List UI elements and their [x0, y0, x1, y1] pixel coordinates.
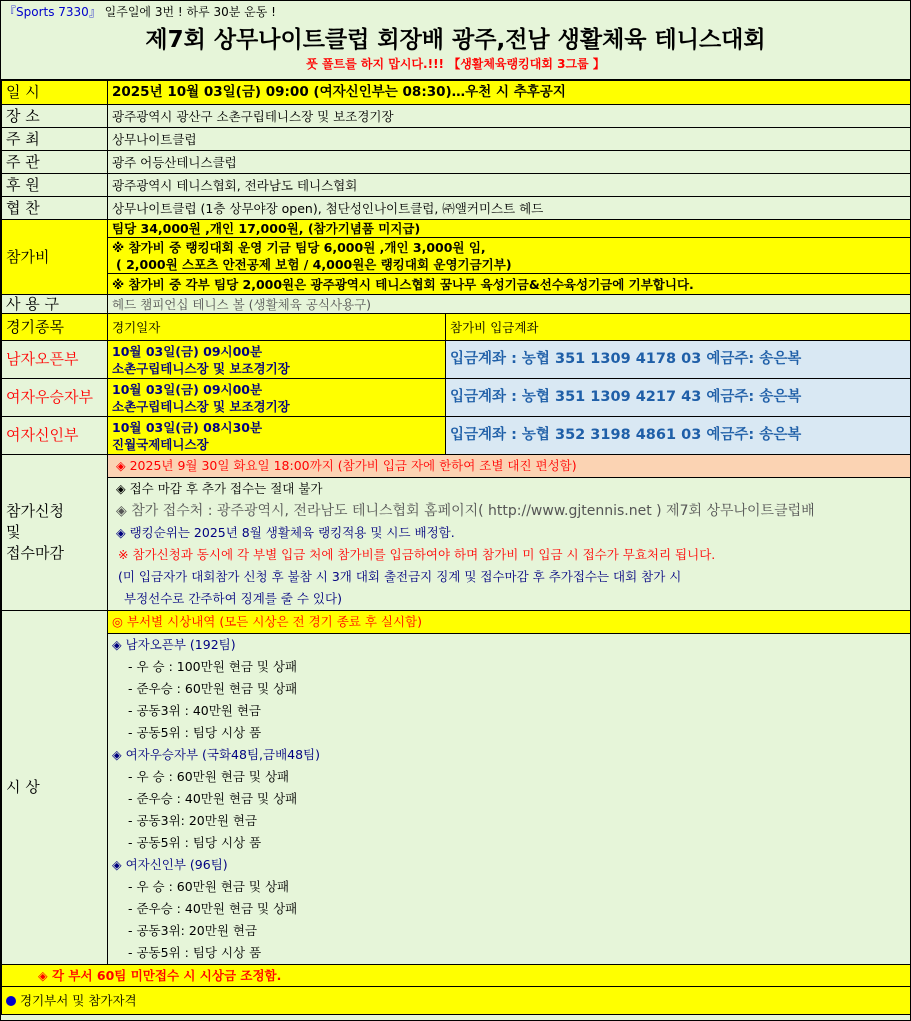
registration-label-3: 접수마감	[6, 544, 64, 562]
host-value: 상무나이트클럽	[108, 128, 911, 151]
page-title: 제7회 상무나이트클럽 회장배 광주,전남 생활체육 테니스대회	[145, 27, 766, 53]
organizer-value: 광주 어등산테니스클럽	[108, 151, 911, 174]
page-subtitle: 풋 폴트를 하지 맙시다.!!! 【생활체육랭킹대회 3그룹 】	[306, 57, 605, 71]
registration-deadline: ◈ 2025년 9월 30일 화요일 18:00까지 (참가비 입금 자에 한하여 조별 대진 편성함)	[108, 455, 910, 478]
registration-label-1: 참가신청	[6, 502, 64, 520]
prizes-label: 시 상	[2, 611, 108, 965]
sponsor-value: 상무나이트클럽 (1층 상무야장 open), 첨단성인나이트클럽, ㈜앨커미스트 헤드	[108, 197, 911, 220]
prize-item: - 우 승 : 60만원 현금 및 상패	[128, 879, 290, 894]
prize-item: - 공동3위: 20만원 현금	[128, 923, 258, 938]
event-venue: 소촌구립테니스장 및 보조경기장	[112, 360, 290, 376]
fee-label: 참가비	[2, 220, 108, 295]
registration-line-1: ◈ 접수 마감 후 추가 접수는 절대 불가	[116, 481, 323, 496]
prize-item: - 공동3위 : 40만원 현금	[128, 703, 261, 718]
event-venue: 진월국제테니스장	[112, 436, 209, 452]
prize-item: - 준우승 : 40만원 현금 및 상패	[128, 791, 298, 806]
registration-label-2: 및	[6, 523, 21, 541]
organizer-label: 주 관	[2, 151, 108, 174]
support-value: 광주광역시 테니스협회, 전라남도 테니스협회	[108, 174, 911, 197]
events-col-date: 경기일자	[108, 314, 446, 341]
prize-item: - 공동5위 : 팀당 시상 품	[128, 835, 262, 850]
fee-line-2-3	[108, 238, 911, 274]
table-row	[2, 417, 911, 455]
slogan	[4, 3, 276, 20]
event-date-cell	[108, 379, 446, 417]
prizes-content	[108, 611, 911, 965]
footer-note: ◈ 각 부서 60팀 미만접수 시 시상금 조정함.	[2, 965, 911, 987]
table-row	[2, 341, 911, 379]
event-date-cell	[108, 417, 446, 455]
registration-line-4: ※ 참가신청과 동시에 각 부별 입금 처에 참가비를 입금하여야 하며 참가비 미 입금 시 접수가 무효처리 됩니다.	[118, 547, 716, 562]
registration-line-3: ◈ 랭킹순위는 2025년 8월 생활체육 랭킹적용 및 시드 배정함.	[116, 525, 455, 540]
bullet-icon	[6, 996, 16, 1006]
event-account: 입금계좌 : 농협 352 3198 4861 03 예금주: 송은복	[446, 417, 911, 455]
footer-section	[2, 987, 911, 1015]
events-col-account: 참가비 입금계좌	[446, 314, 911, 341]
event-name: 여자우승자부	[2, 379, 108, 417]
place-label: 장 소	[2, 105, 108, 128]
slogan-text: 일주일에 3번 ! 하루 30분 운동 !	[104, 5, 276, 19]
place-value: 광주광역시 광산구 소촌구립테니스장 및 보조경기장	[108, 105, 911, 128]
prize-item: - 우 승 : 100만원 현금 및 상패	[128, 659, 298, 674]
registration-line-5: (미 입금자가 대회참가 신청 후 불참 시 3개 대회 출전금지 징계 및 접수마감 후 추가접수는 대회 참가 시	[118, 569, 682, 584]
info-table	[1, 80, 911, 1015]
ball-value: 헤드 챔피언십 테니스 볼 (생활체육 공식사용구)	[108, 295, 911, 314]
event-account: 입금계좌 : 농협 351 1309 4178 03 예금주: 송은복	[446, 341, 911, 379]
prize-item: - 준우승 : 40만원 현금 및 상패	[128, 901, 298, 916]
prize-group-title: ◈ 여자신인부 (96팀)	[112, 857, 228, 872]
host-label: 주 최	[2, 128, 108, 151]
event-venue: 소촌구립테니스장 및 보조경기장	[112, 398, 290, 414]
prize-item: - 우 승 : 60만원 현금 및 상패	[128, 769, 290, 784]
support-label: 후 원	[2, 174, 108, 197]
event-date: 10월 03일(금) 08시30분	[112, 419, 263, 435]
registration-line-6: 부정선수로 간주하여 징계를 줄 수 있다)	[124, 591, 342, 606]
event-name: 여자신인부	[2, 417, 108, 455]
footer-section-title: 경기부서 및 참가자격	[20, 993, 137, 1008]
prize-item: - 공동3위: 20만원 현금	[128, 813, 258, 828]
event-date-cell	[108, 341, 446, 379]
date-value: 2025년 10월 03일(금) 09:00 (여자신인부는 08:30)…우천 시 추후공지	[108, 81, 911, 105]
registration-content	[108, 455, 911, 611]
table-row	[2, 379, 911, 417]
event-date: 10월 03일(금) 09시00분	[112, 343, 263, 359]
header	[1, 1, 910, 80]
prizes-heading: ◎ 부서별 시상내역 (모든 시상은 전 경기 종료 후 실시함)	[108, 611, 910, 634]
fee-line-1: 팀당 34,000원 ,개인 17,000원, (참가기념품 미지급)	[108, 220, 911, 238]
slogan-brand: 『Sports 7330』	[4, 5, 101, 19]
registration-label	[2, 455, 108, 611]
events-col-event: 경기종목	[2, 314, 108, 341]
prize-item: - 준우승 : 60만원 현금 및 상패	[128, 681, 298, 696]
event-account: 입금계좌 : 농협 351 1309 4217 43 예금주: 송은복	[446, 379, 911, 417]
event-date: 10월 03일(금) 09시00분	[112, 381, 263, 397]
event-name: 남자오픈부	[2, 341, 108, 379]
sponsor-label: 협 찬	[2, 197, 108, 220]
ball-label: 사 용 구	[2, 295, 108, 314]
prize-item: - 공동5위 : 팀당 시상 품	[128, 725, 262, 740]
registration-line-2: ◈ 참가 접수처 : 광주광역시, 전라남도 테니스협회 홈페이지( http://www.gjtennis.net ) 제7회 상무나이트클럽배	[116, 503, 815, 519]
prize-group-title: ◈ 남자오픈부 (192팀)	[112, 637, 236, 652]
prize-group-title: ◈ 여자우승자부 (국화48팀,금배48팀)	[112, 747, 320, 762]
fee-line-3: ( 2,000원 스포츠 안전공제 보험 / 4,000원은 랭킹대회 운영기금기부)	[116, 256, 512, 272]
date-label: 일 시	[2, 81, 108, 105]
fee-line-4: ※ 참가비 중 각부 팀당 2,000원은 광주광역시 테니스협회 꿈나무 육성기금&선수육성기금에 기부합니다.	[108, 274, 911, 295]
prize-item: - 공동5위 : 팀당 시상 품	[128, 945, 262, 960]
fee-line-2: ※ 참가비 중 랭킹대회 운영 기금 팀당 6,000원 ,개인 3,000원 임,	[112, 239, 486, 255]
